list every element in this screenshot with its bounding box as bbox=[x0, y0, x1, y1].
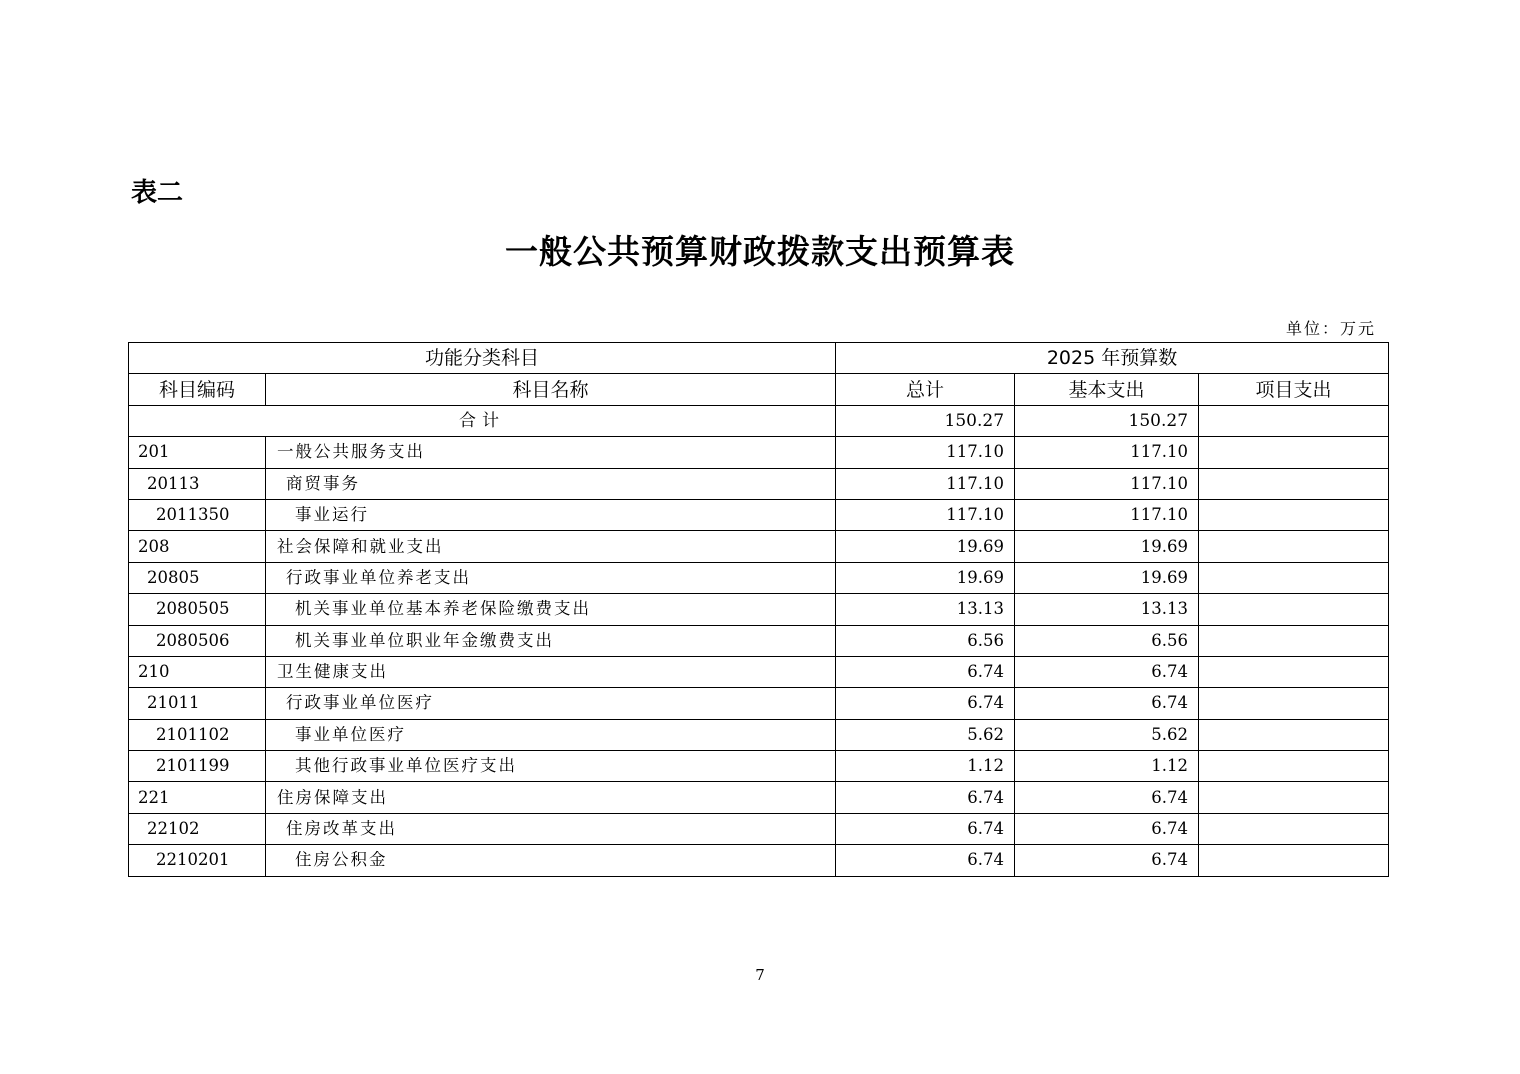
subject-name-cell: 住房改革支出 bbox=[266, 813, 836, 844]
subject-code-cell: 22102 bbox=[129, 813, 266, 844]
total-amount-cell: 117.10 bbox=[836, 437, 1015, 468]
total-project bbox=[1199, 405, 1389, 436]
subject-name-cell: 事业运行 bbox=[266, 499, 836, 530]
table-label: 表二 bbox=[131, 178, 184, 208]
subject-name-cell: 住房保障支出 bbox=[266, 782, 836, 813]
project-expenditure-cell bbox=[1199, 468, 1389, 499]
basic-expenditure-cell: 5.62 bbox=[1015, 719, 1199, 750]
project-expenditure-cell bbox=[1199, 751, 1389, 782]
page-number: 7 bbox=[755, 966, 765, 984]
basic-expenditure-cell: 6.74 bbox=[1015, 688, 1199, 719]
subject-code-cell: 20113 bbox=[129, 468, 266, 499]
basic-expenditure-cell: 117.10 bbox=[1015, 468, 1199, 499]
subject-name-cell: 商贸事务 bbox=[266, 468, 836, 499]
project-expenditure-cell bbox=[1199, 845, 1389, 876]
header-columns-row bbox=[129, 374, 1389, 405]
header-group-row bbox=[129, 343, 1389, 374]
subject-name-cell: 一般公共服务支出 bbox=[266, 437, 836, 468]
basic-expenditure-cell: 19.69 bbox=[1015, 531, 1199, 562]
basic-expenditure-cell: 6.74 bbox=[1015, 656, 1199, 687]
document-title: 一般公共预算财政拨款支出预算表 bbox=[505, 232, 1015, 271]
project-expenditure-cell bbox=[1199, 688, 1389, 719]
subject-code-cell: 20805 bbox=[129, 562, 266, 593]
project-expenditure-cell bbox=[1199, 562, 1389, 593]
total-basic: 150.27 bbox=[1015, 405, 1199, 436]
basic-expenditure-cell: 1.12 bbox=[1015, 751, 1199, 782]
subject-code-cell: 208 bbox=[129, 531, 266, 562]
total-sum: 150.27 bbox=[836, 405, 1015, 436]
basic-expenditure-cell: 6.74 bbox=[1015, 782, 1199, 813]
basic-expenditure-cell: 6.74 bbox=[1015, 813, 1199, 844]
table-row bbox=[129, 594, 1389, 625]
project-expenditure-cell bbox=[1199, 719, 1389, 750]
project-expenditure-cell bbox=[1199, 813, 1389, 844]
basic-expenditure-cell: 117.10 bbox=[1015, 437, 1199, 468]
table-row bbox=[129, 845, 1389, 876]
table-row bbox=[129, 751, 1389, 782]
subject-code-cell: 210 bbox=[129, 656, 266, 687]
subject-name-cell: 行政事业单位养老支出 bbox=[266, 562, 836, 593]
header-classification: 功能分类科目 bbox=[129, 343, 836, 374]
subject-name-cell: 机关事业单位职业年金缴费支出 bbox=[266, 625, 836, 656]
table-row bbox=[129, 562, 1389, 593]
subject-name-cell: 机关事业单位基本养老保险缴费支出 bbox=[266, 594, 836, 625]
total-amount-cell: 6.56 bbox=[836, 625, 1015, 656]
project-expenditure-cell bbox=[1199, 437, 1389, 468]
total-amount-cell: 6.74 bbox=[836, 813, 1015, 844]
subject-name-cell: 社会保障和就业支出 bbox=[266, 531, 836, 562]
table-row bbox=[129, 625, 1389, 656]
subject-name-cell: 行政事业单位医疗 bbox=[266, 688, 836, 719]
total-amount-cell: 19.69 bbox=[836, 562, 1015, 593]
subject-code-cell: 2101102 bbox=[129, 719, 266, 750]
subject-code-cell: 2210201 bbox=[129, 845, 266, 876]
table-row bbox=[129, 499, 1389, 530]
table-row bbox=[129, 813, 1389, 844]
project-expenditure-cell bbox=[1199, 656, 1389, 687]
table-row bbox=[129, 782, 1389, 813]
total-amount-cell: 117.10 bbox=[836, 468, 1015, 499]
table-row bbox=[129, 719, 1389, 750]
total-amount-cell: 6.74 bbox=[836, 845, 1015, 876]
subject-name-cell: 事业单位医疗 bbox=[266, 719, 836, 750]
column-header-basic: 基本支出 bbox=[1015, 374, 1199, 405]
project-expenditure-cell bbox=[1199, 531, 1389, 562]
column-header-name: 科目名称 bbox=[266, 374, 836, 405]
total-label: 合计 bbox=[129, 405, 836, 436]
subject-code-cell: 2080505 bbox=[129, 594, 266, 625]
total-amount-cell: 6.74 bbox=[836, 688, 1015, 719]
basic-expenditure-cell: 6.74 bbox=[1015, 845, 1199, 876]
basic-expenditure-cell: 19.69 bbox=[1015, 562, 1199, 593]
basic-expenditure-cell: 13.13 bbox=[1015, 594, 1199, 625]
subject-code-cell: 21011 bbox=[129, 688, 266, 719]
budget-table bbox=[128, 342, 1389, 877]
total-row bbox=[129, 405, 1389, 436]
project-expenditure-cell bbox=[1199, 499, 1389, 530]
total-amount-cell: 13.13 bbox=[836, 594, 1015, 625]
subject-name-cell: 卫生健康支出 bbox=[266, 656, 836, 687]
column-header-project: 项目支出 bbox=[1199, 374, 1389, 405]
basic-expenditure-cell: 6.56 bbox=[1015, 625, 1199, 656]
subject-code-cell: 2101199 bbox=[129, 751, 266, 782]
subject-name-cell: 其他行政事业单位医疗支出 bbox=[266, 751, 836, 782]
subject-code-cell: 2011350 bbox=[129, 499, 266, 530]
project-expenditure-cell bbox=[1199, 625, 1389, 656]
total-amount-cell: 6.74 bbox=[836, 782, 1015, 813]
total-amount-cell: 117.10 bbox=[836, 499, 1015, 530]
table-row bbox=[129, 656, 1389, 687]
project-expenditure-cell bbox=[1199, 782, 1389, 813]
total-amount-cell: 5.62 bbox=[836, 719, 1015, 750]
total-amount-cell: 19.69 bbox=[836, 531, 1015, 562]
subject-code-cell: 201 bbox=[129, 437, 266, 468]
subject-code-cell: 221 bbox=[129, 782, 266, 813]
table-row bbox=[129, 468, 1389, 499]
basic-expenditure-cell: 117.10 bbox=[1015, 499, 1199, 530]
total-amount-cell: 6.74 bbox=[836, 656, 1015, 687]
subject-code-cell: 2080506 bbox=[129, 625, 266, 656]
total-amount-cell: 1.12 bbox=[836, 751, 1015, 782]
subject-name-cell: 住房公积金 bbox=[266, 845, 836, 876]
project-expenditure-cell bbox=[1199, 594, 1389, 625]
table-row bbox=[129, 688, 1389, 719]
column-header-total: 总计 bbox=[836, 374, 1015, 405]
table-row bbox=[129, 531, 1389, 562]
table-row bbox=[129, 437, 1389, 468]
column-header-code: 科目编码 bbox=[129, 374, 266, 405]
header-budget-year: 2025 年预算数 bbox=[836, 343, 1389, 374]
unit-note: 单位：万元 bbox=[1285, 319, 1376, 338]
